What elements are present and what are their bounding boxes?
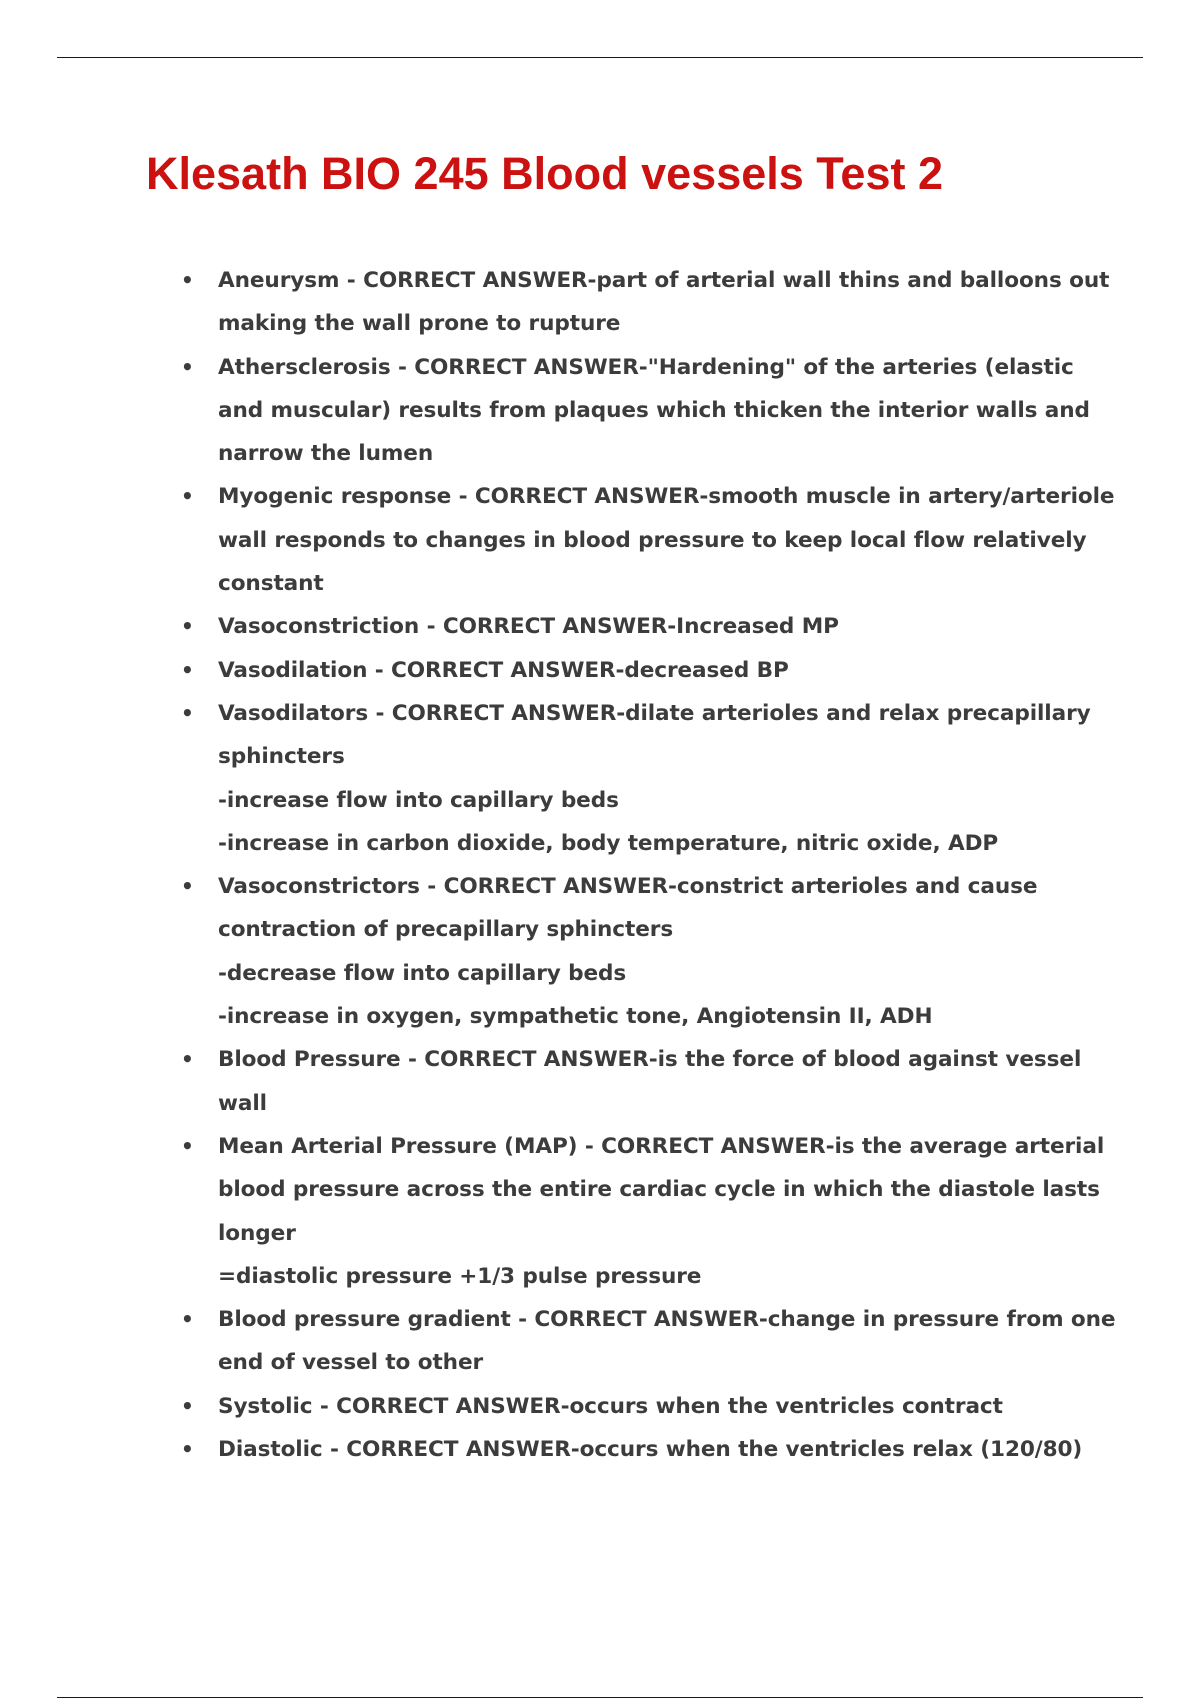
bullet-icon: • [181,1047,194,1072]
list-item-myogenic-response [181,475,1118,605]
list-item-subline: -increase in oxygen, sympathetic tone, Angiotensin II, ADH [218,1004,933,1030]
bullet-icon: • [181,700,194,725]
list-item-text: Blood pressure gradient - CORRECT ANSWER-change in pressure from one end of vessel to other [218,1307,1116,1376]
bullet-icon: • [181,614,194,639]
answer-list [181,259,1118,1471]
list-item-subline: -increase in carbon dioxide, body temperature, nitric oxide, ADP [218,830,999,856]
bullet-icon: • [181,1437,194,1462]
list-item-text: Systolic - CORRECT ANSWER-occurs when the ventricles contract [218,1393,1003,1419]
list-item-text: Mean Arterial Pressure (MAP) - CORRECT ANSWER-is the average arterial blood pressure across the entire cardiac cycle in which the diastole lasts longer [218,1133,1105,1246]
list-item-text: Myogenic response - CORRECT ANSWER-smooth muscle in artery/arteriole wall responds to changes in blood pressure to keep local flow relatively constant [218,484,1115,597]
list-item-diastolic [181,1428,1118,1471]
bullet-icon: • [181,1307,194,1332]
list-item-text: Blood Pressure - CORRECT ANSWER-is the force of blood against vessel wall [218,1047,1082,1116]
list-item-text: Athersclerosis - CORRECT ANSWER-"Hardening" of the arteries (elastic and muscular) results from plaques which thicken the interior walls and narrow the lumen [218,354,1090,467]
document-title: Klesath BIO 245 Blood vessels Test 2 [146,148,943,199]
list-item-aneurysm [181,259,1118,346]
list-item-text: Aneurysm - CORRECT ANSWER-part of arterial wall thins and balloons out making the wall prone to rupture [218,268,1110,337]
list-item-vasoconstrictors [181,865,1118,1038]
top-rule [57,57,1143,58]
list-item-blood-pressure-gradient [181,1298,1118,1385]
bullet-icon: • [181,268,194,292]
list-item-blood-pressure [181,1038,1118,1125]
list-item-vasoconstriction [181,605,1118,648]
list-item-mean-arterial-pressure [181,1125,1118,1298]
bullet-icon: • [181,874,194,899]
list-item-text: Vasoconstriction - CORRECT ANSWER-Increased MP [218,614,839,640]
list-item-vasodilation [181,649,1118,692]
list-item-text: Diastolic - CORRECT ANSWER-occurs when the ventricles relax (120/80) [218,1437,1083,1463]
list-item-text: Vasodilators - CORRECT ANSWER-dilate arterioles and relax precapillary sphincters [218,700,1091,770]
bullet-icon: • [181,1393,194,1418]
list-item-subline: -decrease flow into capillary beds [218,960,627,986]
bullet-icon: • [181,1133,194,1158]
list-item-text: Vasoconstrictors - CORRECT ANSWER-constrict arterioles and cause contraction of precapillary sphincters [218,874,1038,943]
list-item-athersclerosis [181,346,1118,476]
list-item-subline: -increase flow into capillary beds [218,787,619,813]
bullet-icon: • [181,657,194,682]
list-item-subline: =diastolic pressure +1/3 pulse pressure [218,1263,702,1289]
list-item-systolic [181,1385,1118,1428]
list-item-vasodilators [181,692,1118,865]
bullet-icon: • [181,354,194,379]
bullet-icon: • [181,484,194,509]
list-item-text: Vasodilation - CORRECT ANSWER-decreased BP [218,657,789,683]
bottom-rule [57,1697,1143,1698]
